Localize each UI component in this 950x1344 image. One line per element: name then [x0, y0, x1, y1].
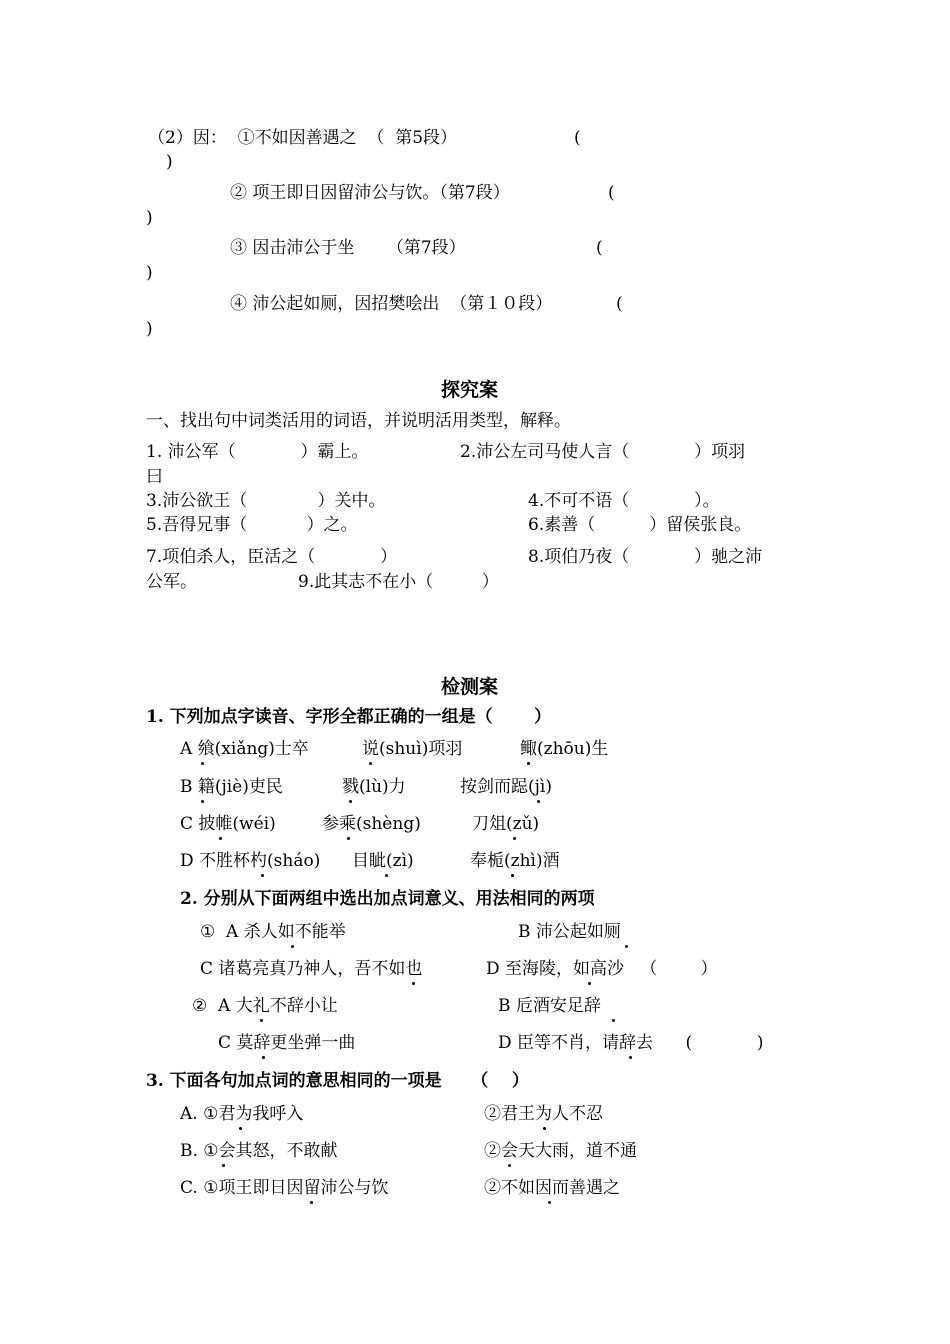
- emphasis-dot: [513, 837, 516, 840]
- item-2-line3: ③ 因击沛公于坐 （第7段）: [230, 238, 466, 258]
- emphasis-dot: [527, 762, 530, 765]
- emphasis-dot: [625, 945, 628, 948]
- section-title-test: 检测案: [441, 676, 499, 698]
- q3-option-b-2: ②会天大雨，道不通: [484, 1141, 637, 1161]
- q2-group1-c: C 诸葛亮真乃神人，吾不如也: [200, 959, 423, 979]
- emphasis-dot: [261, 874, 264, 877]
- q2-group2-d: D 臣等不肖，请辞去 ( ): [498, 1033, 764, 1053]
- q3-option-b-1: B. ①会其怒，不敢献: [180, 1141, 338, 1161]
- explore-item-2-cont: 曰: [146, 467, 163, 487]
- q1-option-a-2: 说(shuì)项羽: [362, 739, 463, 759]
- q1-option-a-3: 鲰(zhōu)生: [520, 739, 609, 759]
- q1-option-b-3: 按剑而跽(jì): [460, 777, 552, 797]
- answer-paren-open: (: [616, 294, 623, 314]
- emphasis-dot: [201, 800, 204, 803]
- q1-option-c-2: 参乘(shèng): [322, 814, 421, 834]
- emphasis-dot: [537, 800, 540, 803]
- item-2-line2: ② 项王即日因留沛公与饮。（第7段）: [230, 183, 510, 203]
- q2-group2-c: C 莫辞更坐弹一曲: [218, 1033, 356, 1053]
- q2-group1-b: B 沛公起如厕: [518, 922, 621, 942]
- explore-item-2: 2.沛公左司马使人言（ ）项羽: [460, 442, 746, 462]
- emphasis-dot: [260, 1019, 263, 1022]
- answer-paren-open: (: [596, 238, 603, 258]
- emphasis-dot: [219, 837, 222, 840]
- emphasis-dot: [612, 1019, 615, 1022]
- q2-group1-a: ① A 杀人如不能举: [200, 922, 346, 942]
- explore-item-3: 3.沛公欲王（ ）关中。: [146, 491, 386, 511]
- q3-option-c-2: ②不如因而善遇之: [484, 1178, 620, 1198]
- q1-option-c-3: 刀俎(zǔ): [472, 814, 540, 834]
- emphasis-dot: [347, 837, 350, 840]
- q2-group1-d: D 至海陵，如高沙 （ ）: [486, 959, 718, 979]
- q1-option-d-3: 奉栀(zhì)酒: [470, 851, 560, 871]
- emphasis-dot: [222, 1164, 225, 1167]
- emphasis-dot: [548, 1201, 551, 1204]
- item-2-line1: （2）因： ①不如因善遇之 （ 第5段）: [148, 128, 458, 148]
- q2-group2-a: ② A 大礼不辞小让: [192, 996, 338, 1016]
- emphasis-dot: [543, 1127, 546, 1130]
- emphasis-dot: [385, 874, 388, 877]
- q3-option-c-1: C. ①项王即日因留沛公与饮: [180, 1178, 389, 1198]
- explore-item-6: 6.素善（ ）留侯张良。: [528, 515, 752, 535]
- explore-item-8-cont: 公军。: [146, 572, 197, 592]
- explore-item-9: 9.此其志不在小（ ）: [298, 572, 499, 592]
- emphasis-dot: [201, 762, 204, 765]
- answer-paren-close: ): [166, 152, 173, 172]
- item-2-line4: ④ 沛公起如厕，因招樊哙出 （第１０段）: [230, 294, 553, 314]
- q3-option-a-2: ②君王为人不忍: [484, 1104, 603, 1124]
- emphasis-dot: [369, 762, 372, 765]
- question-1: 1. 下列加点字读音、字形全都正确的一组是（ ）: [146, 707, 552, 727]
- q1-option-b-2: 戮(lù)力: [342, 777, 406, 797]
- explore-item-8: 8.项伯乃夜（ ）驰之沛: [528, 547, 763, 567]
- question-3: 3. 下面各句加点词的意思相同的一项是 （ ）: [146, 1071, 529, 1091]
- emphasis-dot: [262, 1056, 265, 1059]
- emphasis-dot: [291, 945, 294, 948]
- q1-option-d-2: 目眦(zì): [352, 851, 414, 871]
- q1-option-c-1: C 披帷(wéi): [180, 814, 276, 834]
- explore-item-5: 5.吾得兄事（ ）之。: [146, 515, 358, 535]
- answer-paren-close: ): [146, 208, 153, 228]
- explore-item-4: 4.不可不语（ ）。: [528, 491, 720, 511]
- q1-option-a-1: A 飨(xiǎng)士卒: [180, 739, 309, 759]
- emphasis-dot: [239, 1127, 242, 1130]
- section-title-explore: 探究案: [441, 379, 499, 401]
- answer-paren-open: (: [608, 183, 615, 203]
- emphasis-dot: [508, 1164, 511, 1167]
- explore-item-7: 7.项伯杀人，臣活之（ ）: [146, 547, 398, 567]
- q1-option-b-1: B 籍(jiè)吏民: [180, 777, 283, 797]
- answer-paren-close: ): [146, 319, 153, 339]
- emphasis-dot: [412, 982, 415, 985]
- q2-group2-b: B 卮酒安足辞: [498, 996, 601, 1016]
- emphasis-dot: [511, 874, 514, 877]
- explore-intro: 一、找出句中词类活用的词语，并说明活用类型，解释。: [146, 411, 571, 431]
- emphasis-dot: [629, 1056, 632, 1059]
- question-2: 2. 分别从下面两组中选出加点词意义、用法相同的两项: [180, 889, 595, 909]
- explore-item-1: 1. 沛公军（ ）霸上。: [146, 442, 369, 462]
- answer-paren-close: ): [146, 263, 153, 283]
- emphasis-dot: [588, 982, 591, 985]
- q1-option-d-1: D 不胜杯杓(sháo): [180, 851, 321, 871]
- q3-option-a-1: A. ①君为我呼入: [180, 1104, 304, 1124]
- emphasis-dot: [349, 800, 352, 803]
- emphasis-dot: [310, 1201, 313, 1204]
- answer-paren-open: (: [574, 128, 581, 148]
